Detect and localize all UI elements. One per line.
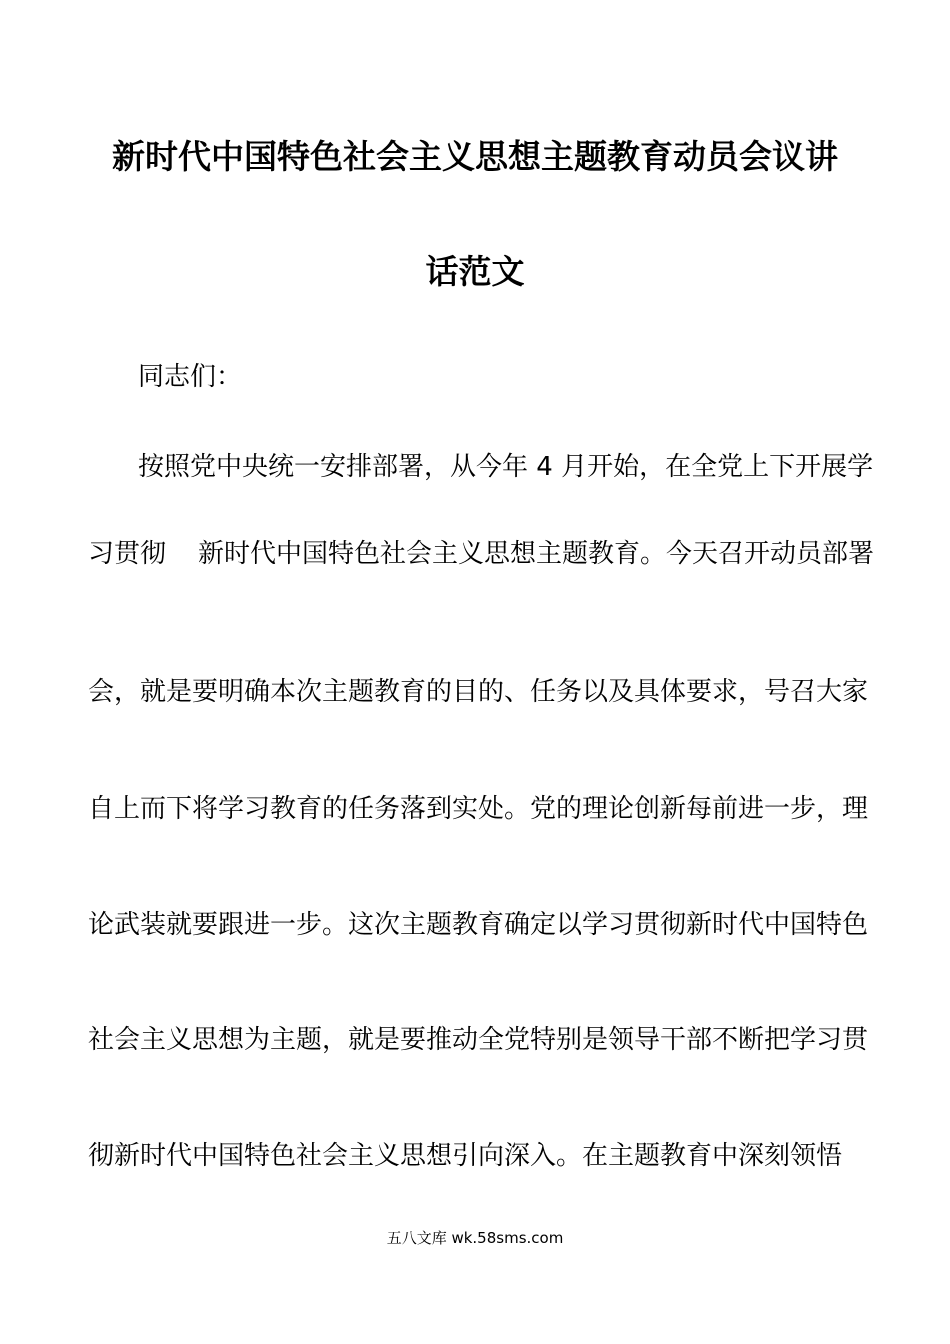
paragraph-line: 会，就是要明确本次主题教育的目的、任务以及具体要求，号召大家 (88, 677, 869, 707)
salutation: 同志们： (138, 362, 243, 392)
footer-watermark: 五八文库 wk.58sms.com (386, 1229, 564, 1247)
paragraph-line (88, 538, 874, 570)
document-title-line-1: 新时代中国特色社会主义思想主题教育动员会议讲 (112, 137, 838, 176)
paragraph-line: 自上而下将学习教育的任务落到实处。党的理论创新每前进一步，理 (88, 794, 869, 824)
paragraph-line: 社会主义思想为主题，就是要推动全党特别是领导干部不断把学习贯 (88, 1025, 869, 1055)
paragraph-line: 彻新时代中国特色社会主义思想引向深入。在主题教育中深刻领悟 (88, 1141, 843, 1171)
paragraph-line: 论武装就要跟进一步。这次主题教育确定以学习贯彻新时代中国特色 (88, 910, 869, 940)
paragraph-line-segment: 新时代中国特色社会主义思想主题教育。今天召开动员部署 (198, 539, 875, 569)
document-title-line-2: 话范文 (425, 252, 525, 291)
paragraph-line-segment: 习贯彻 (88, 539, 167, 569)
paragraph-line: 按照党中央统一安排部署，从今年 4 月开始，在全党上下开展学 (138, 452, 874, 482)
